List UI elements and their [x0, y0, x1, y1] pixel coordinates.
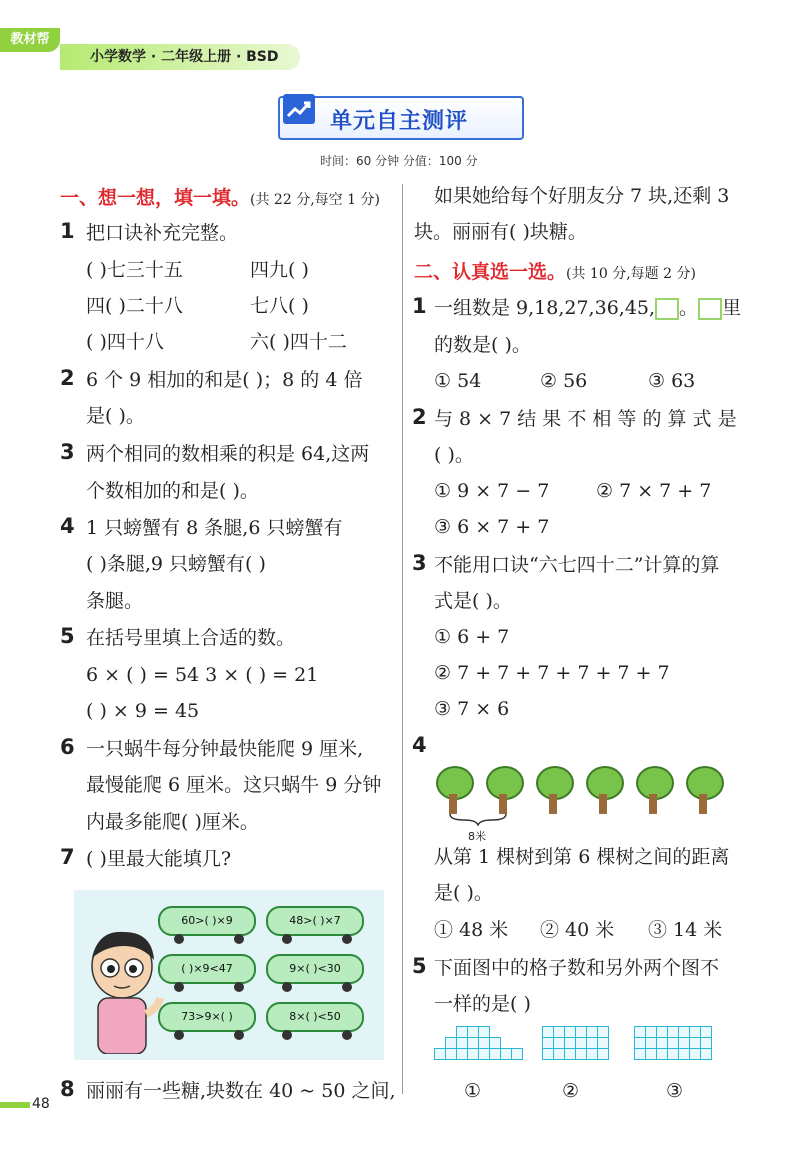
q6-number: 6: [60, 735, 75, 759]
grid-cell: [700, 1048, 712, 1060]
q3-line1: 两个相同的数相乘的积是 64,这两: [86, 443, 370, 465]
chart-trend-icon: [283, 94, 315, 124]
s2q4-option-2[interactable]: ② 40 米: [540, 919, 615, 941]
distance-label: 8米: [468, 830, 486, 843]
q8-number: 8: [60, 1077, 75, 1101]
tree-icon: [634, 766, 672, 814]
skateboard-illustration: [74, 890, 384, 1060]
s2q1-line1: [434, 295, 741, 321]
trees-illustration: [434, 766, 734, 846]
q4-line3: 条腿。: [86, 590, 144, 612]
s2q3-line1: 不能用口诀“六七四十二”计算的算: [434, 554, 720, 576]
wheel: [342, 1030, 352, 1040]
s2q4-option-1[interactable]: ① 48 米: [434, 919, 509, 941]
skateboard-3: ( )×9<47: [158, 954, 256, 984]
q7-text: ( )里最大能填几?: [86, 848, 232, 870]
skateboard-1: 60>( )×9: [158, 906, 256, 936]
s2q5-option-3[interactable]: ③: [666, 1080, 684, 1102]
wheel: [174, 934, 184, 944]
s2q4-line2: 是( )。: [434, 882, 493, 904]
s2q4-option-3[interactable]: ③ 14 米: [648, 919, 723, 941]
s2q5-option-2[interactable]: ②: [562, 1080, 580, 1102]
q8-continued-2: 块。丽丽有( )块糖。: [414, 221, 587, 243]
q1-r1a: ( )七三十五: [86, 259, 183, 281]
page-title: 单元自主测评: [330, 109, 469, 134]
q2-line2: 是( )。: [86, 405, 145, 427]
skateboard-2: 48>( )×7: [266, 906, 364, 936]
tree-icon: [434, 766, 472, 814]
q4-number: 4: [60, 514, 75, 538]
q1-r3b: 六( )四十二: [250, 331, 347, 353]
s2q3-option-1[interactable]: ① 6 + 7: [434, 626, 510, 648]
wheel: [282, 934, 292, 944]
page-number: 48: [32, 1096, 50, 1112]
q1-number: 1: [60, 219, 75, 243]
blank-box[interactable]: [655, 298, 679, 320]
wheel: [174, 982, 184, 992]
column-divider: [402, 184, 403, 1094]
brace-icon: [448, 812, 508, 826]
s2q1-line2: 的数是( )。: [434, 334, 531, 356]
s2q5-number: 5: [412, 954, 427, 978]
q6-line2: 最慢能爬 6 厘米。这只蜗牛 9 分钟: [86, 774, 382, 796]
s2q2-line2: ( )。: [434, 444, 474, 466]
s2q2-number: 2: [412, 405, 427, 429]
s2q1-line1-text: 一组数是 9,18,27,36,45,: [434, 297, 656, 319]
q1-r3a: ( )四十八: [86, 331, 164, 353]
section2-note: (共 10 分,每题 2 分): [566, 266, 696, 282]
q5-line1: 在括号里填上合适的数。: [86, 627, 296, 649]
q2-line1: 6 个 9 相加的和是( )；8 的 4 倍: [86, 369, 363, 391]
s2q1-option-3[interactable]: ③ 63: [648, 370, 696, 392]
tree-icon: [684, 766, 722, 814]
boy-character-icon: [80, 924, 164, 1054]
time-score-info: 时间：60 分钟 分值：100 分: [320, 154, 478, 168]
wheel: [282, 1030, 292, 1040]
s2q2-option-1[interactable]: ① 9 × 7 − 7: [434, 480, 550, 502]
s2q2-line1: 与 8 × 7 结 果 不 相 等 的 算 式 是: [434, 408, 737, 430]
tree-icon: [584, 766, 622, 814]
q7-number: 7: [60, 845, 75, 869]
section1-heading: [60, 183, 380, 210]
q1-r2a: 四( )二十八: [86, 295, 183, 317]
skateboard-5: 73>9×( ): [158, 1002, 256, 1032]
s2q1-period: 。: [679, 297, 699, 319]
grid-cell: [597, 1048, 609, 1060]
grid-cell: [511, 1048, 523, 1060]
q6-line1: 一只蜗牛每分钟最快能爬 9 厘米,: [86, 738, 364, 760]
tree-icon: [534, 766, 572, 814]
q6-line3: 内最多能爬( )厘米。: [86, 811, 259, 833]
section2-title: 二、认真选一选。: [414, 261, 567, 283]
q5-line3: ( ) × 9 = 45: [86, 700, 200, 722]
s2q2-option-2[interactable]: ② 7 × 7 + 7: [596, 480, 712, 502]
s2q3-number: 3: [412, 551, 427, 575]
skateboard-6: 8×( )<50: [266, 1002, 364, 1032]
s2q1-option-2[interactable]: ② 56: [540, 370, 588, 392]
section1-note: (共 22 分,每空 1 分): [250, 192, 380, 208]
grid-figure-2: [542, 1026, 612, 1062]
section2-heading: [414, 257, 696, 284]
q3-number: 3: [60, 440, 75, 464]
grid-figure-1: [434, 1026, 520, 1062]
section1-title: 一、想一想，填一填。: [60, 187, 251, 209]
wheel: [174, 1030, 184, 1040]
wheel: [342, 982, 352, 992]
wheel: [342, 934, 352, 944]
wheel: [234, 934, 244, 944]
q2-number: 2: [60, 366, 75, 390]
q5-number: 5: [60, 624, 75, 648]
s2q5-line2: 一样的是( ): [434, 993, 531, 1015]
s2q1-number: 1: [412, 294, 427, 318]
s2q1-option-1[interactable]: ① 54: [434, 370, 482, 392]
wheel: [282, 982, 292, 992]
q4-line1: 1 只螃蟹有 8 条腿,6 只螃蟹有: [86, 517, 343, 539]
s2q4-line1: 从第 1 棵树到第 6 棵树之间的距离: [434, 846, 730, 868]
grid-figure-3: [634, 1026, 720, 1062]
q8-line1: 丽丽有一些糖,块数在 40 ~ 50 之间,: [86, 1080, 396, 1102]
skateboard-4: 9×( )<30: [266, 954, 364, 984]
s2q5-option-1[interactable]: ①: [464, 1080, 482, 1102]
q3-line2: 个数相加的和是( )。: [86, 480, 259, 502]
footer-bar: [0, 1102, 30, 1108]
wheel: [234, 982, 244, 992]
s2q3-line2: 式是( )。: [434, 590, 512, 612]
s2q3-option-3[interactable]: ③ 7 × 6: [434, 698, 510, 720]
q8-continued-1: 如果她给每个好朋友分 7 块,还剩 3: [434, 185, 730, 207]
blank-box[interactable]: [698, 298, 722, 320]
s2q5-line1: 下面图中的格子数和另外两个图不: [434, 957, 720, 979]
wheel: [234, 1030, 244, 1040]
q4-line2: ( )条腿,9 只螃蟹有( ): [86, 553, 266, 575]
q1-text: 把口诀补充完整。: [86, 222, 239, 244]
s2q4-number: 4: [412, 733, 427, 757]
s2q1-suffix: 里: [722, 297, 742, 319]
s2q2-option-3[interactable]: ③ 6 × 7 + 7: [434, 516, 550, 538]
q1-r2b: 七八( ): [250, 295, 309, 317]
tree-icon: [484, 766, 522, 814]
header-badge: 教材帮: [0, 28, 60, 52]
header-title: 小学数学 · 二年级上册 · BSD: [90, 49, 279, 65]
q5-line2: 6 × ( ) = 54 3 × ( ) = 21: [86, 664, 319, 686]
q1-r1b: 四九( ): [250, 259, 309, 281]
s2q3-option-2[interactable]: ② 7 + 7 + 7 + 7 + 7 + 7: [434, 662, 670, 684]
